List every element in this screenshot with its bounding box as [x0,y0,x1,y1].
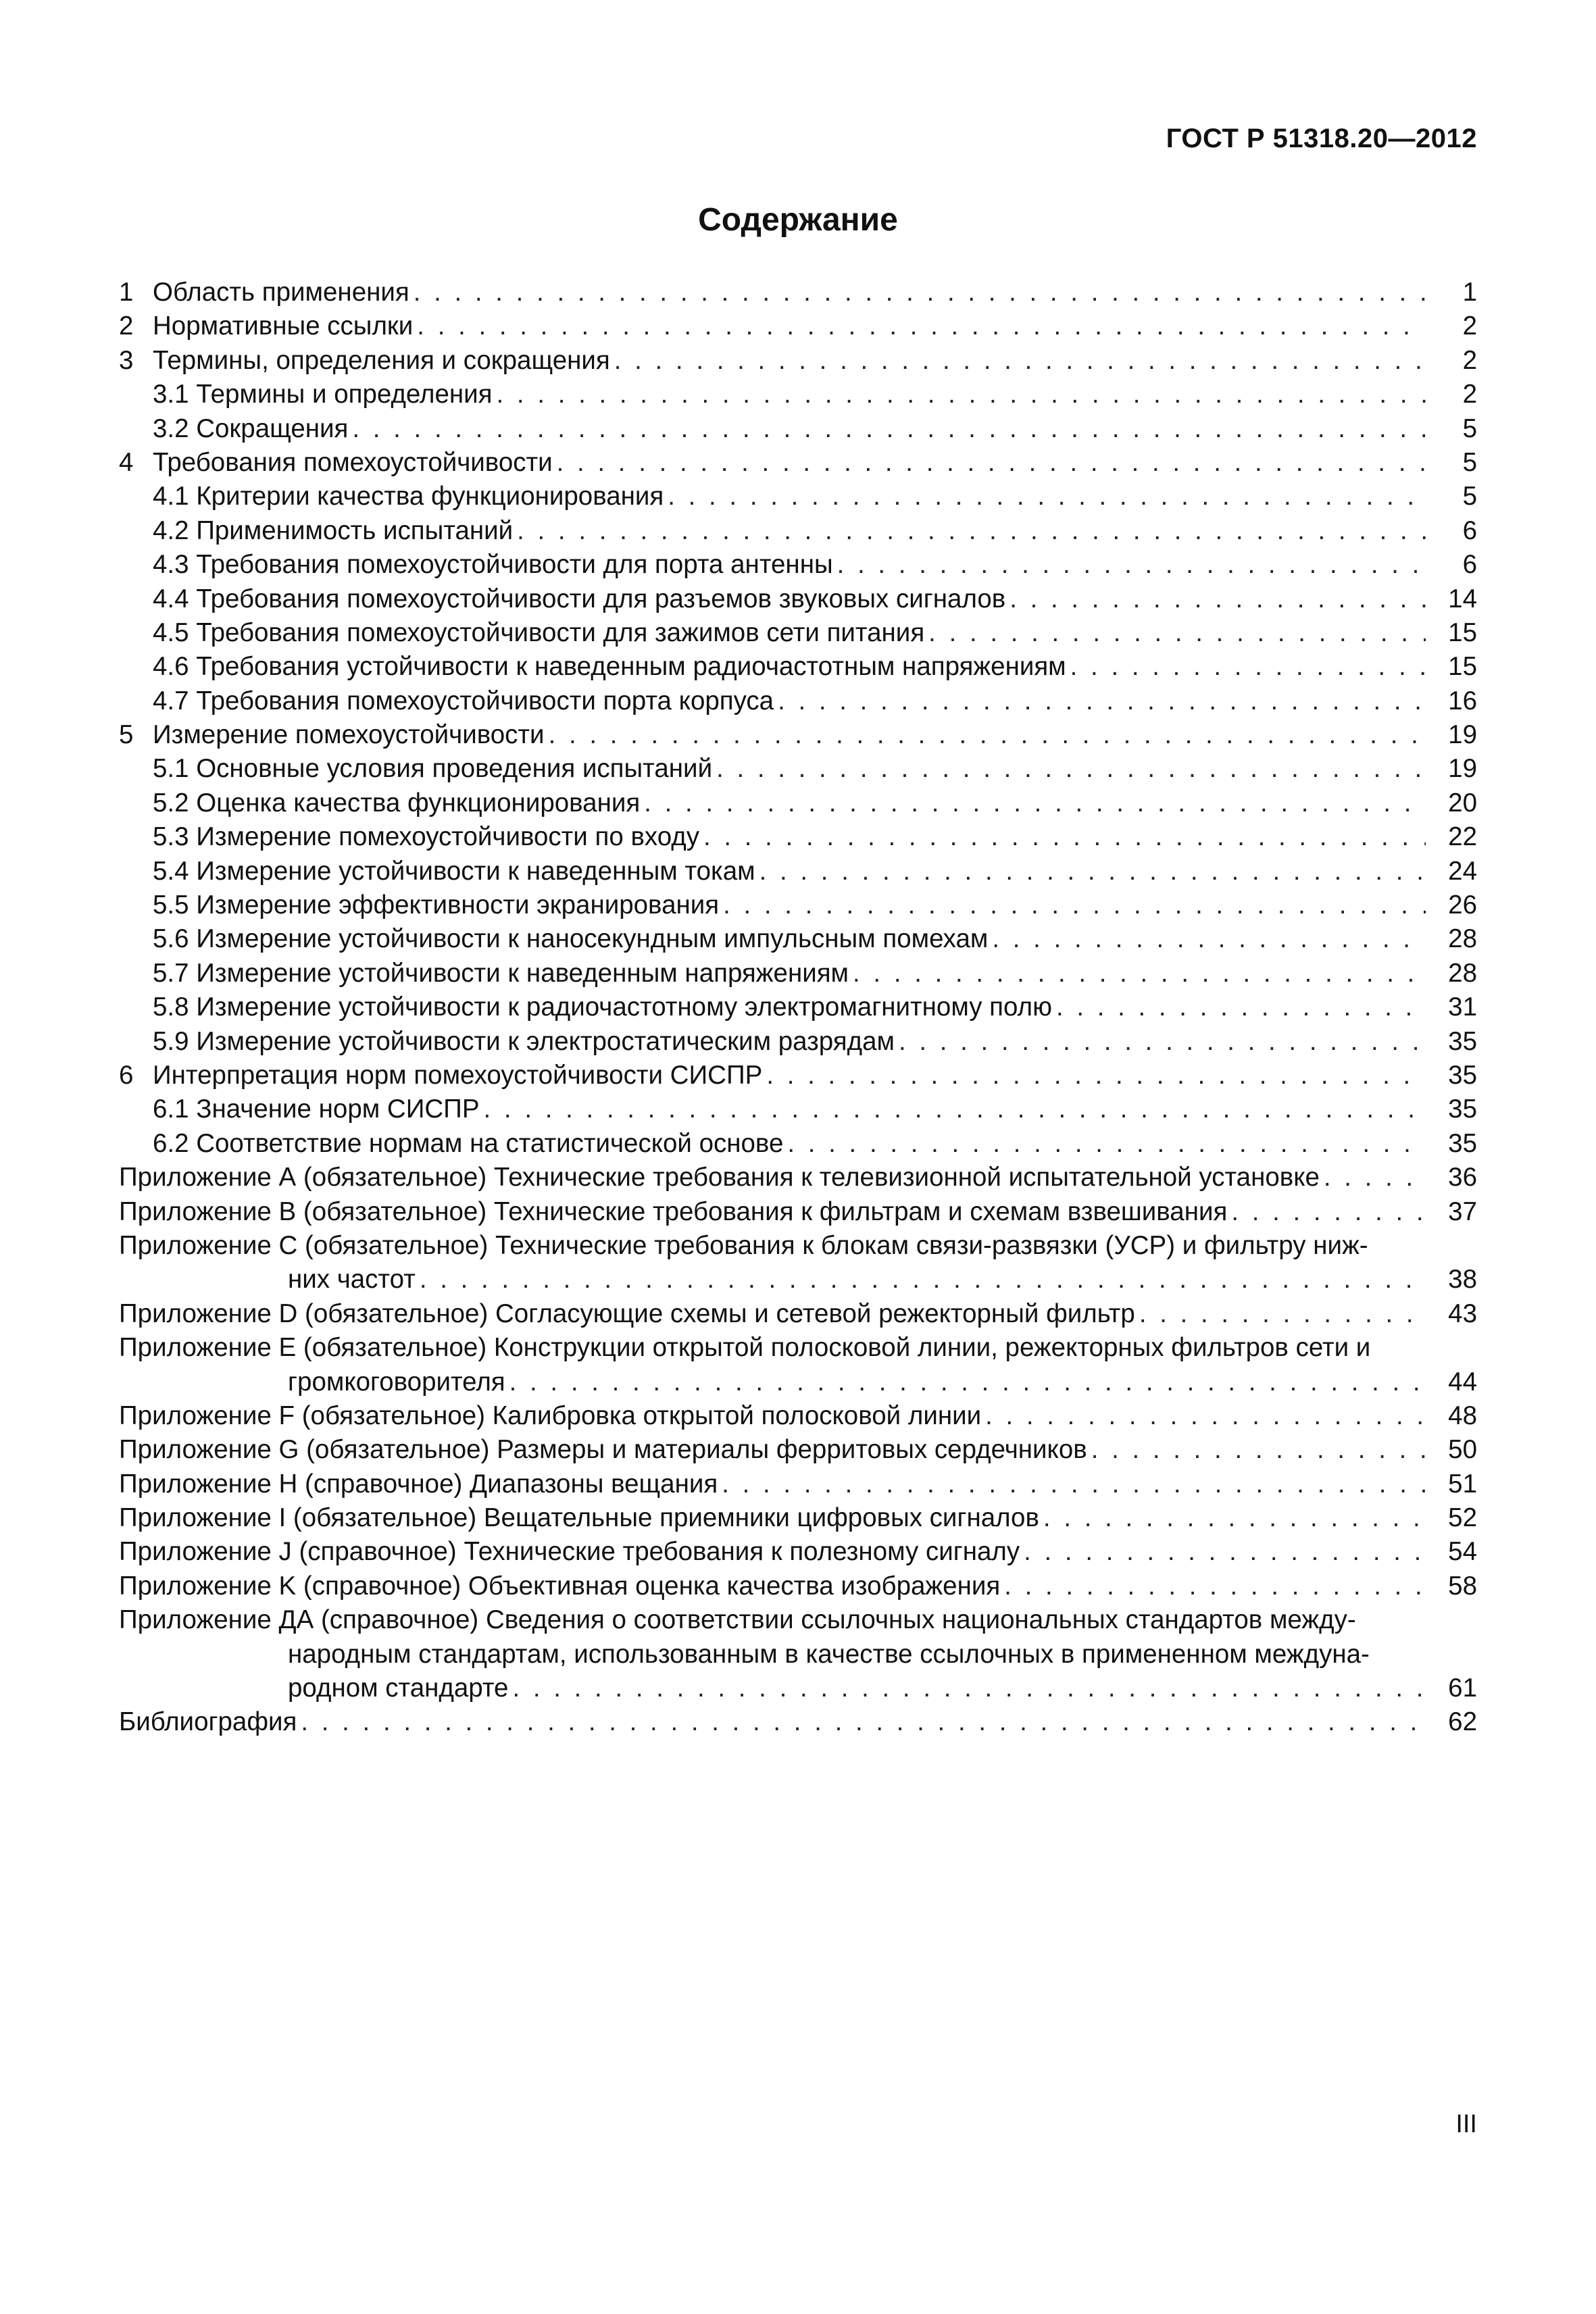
dot-leader [417,309,1426,343]
toc-appendix-text: народным стандартам, использованным в качестве ссылочных в примененном междуна- [288,1639,1370,1669]
toc-entry-page: 28 [1448,958,1477,988]
toc-entry[interactable] [119,582,1477,616]
dot-leader [1324,1161,1426,1194]
toc-appendix-text: Приложение Е (обязательное) Конструкции открытой полосковой линии, режекторных фильтров сети и [119,1333,1371,1363]
dot-leader [1231,1195,1426,1229]
toc-appendix-line [119,1365,1477,1399]
dot-leader [1056,990,1426,1024]
toc-appendix-line [119,1535,1477,1569]
dot-leader [509,1365,1426,1399]
toc-entry-page: 5 [1462,413,1477,443]
toc-appendix-text: Приложение Н (справочное) Диапазоны вещания [119,1469,718,1499]
dot-leader [837,548,1426,582]
toc-entry-title: 4.3 Требования помехоустойчивости для порта антенны [153,550,833,580]
dot-leader [517,514,1426,548]
toc-entry-title: 4.2 Применимость испытаний [153,515,514,545]
toc-appendix-line [119,1399,1477,1433]
toc-appendix-line [119,1161,1477,1194]
toc-entry-title: 3.1 Термины и определения [153,380,493,409]
toc-entry[interactable] [119,855,1477,888]
toc-appendix-line [119,1331,1477,1365]
toc-entry-number: 2 [119,311,134,341]
dot-leader [992,922,1426,956]
toc-entry-page: 43 [1448,1299,1477,1328]
toc-entry[interactable] [119,650,1477,684]
dot-leader [853,957,1426,990]
toc-entry-title: Интерпретация норм помехоустойчивости СИСПР [153,1060,763,1090]
toc-entry[interactable] [119,752,1477,786]
toc-entry-page: 24 [1448,856,1477,886]
toc-entry[interactable] [119,514,1477,548]
toc-entry-page: 6 [1462,550,1477,580]
dot-leader [1070,650,1426,684]
toc-entry-title: 5.2 Оценка качества функционирования [153,788,641,818]
toc-entry-title: 5.5 Измерение эффективности экранирования [153,890,720,920]
toc-appendix-entry[interactable] [119,1433,1477,1467]
toc-entry-title: Требования помехоустойчивости [153,447,553,477]
toc-entry[interactable] [119,344,1477,378]
toc-entry[interactable] [119,1059,1477,1092]
toc-entry-page: 2 [1462,380,1477,409]
dot-leader [1009,582,1426,616]
dot-leader [668,480,1426,513]
dot-leader [1091,1433,1426,1467]
toc-entry-page: 6 [1462,515,1477,545]
toc-entry-title: 3.2 Сокращения [153,413,349,443]
toc-appendix-text: Приложение С (обязательное) Технические требования к блокам связи-развязки (УСР) и фильтру ниж- [119,1230,1368,1260]
toc-appendix-line [119,1229,1477,1263]
dot-leader [614,344,1426,378]
toc-entry-page: 35 [1448,1060,1477,1090]
toc-entry-page: 19 [1448,720,1477,750]
toc-appendix-entry[interactable] [119,1535,1477,1569]
toc-appendix-line [119,1297,1477,1331]
toc-entry-page: 22 [1448,822,1477,852]
toc-entry-title: 5.3 Измерение помехоустойчивости по входу [153,822,699,852]
toc-entry-title: Термины, определения и сокращения [153,345,610,375]
toc-entry[interactable] [119,990,1477,1024]
toc-entry-page: 35 [1448,1128,1477,1158]
toc-appendix-text: Приложение G (обязательное) Размеры и материалы ферритовых сердечников [119,1435,1087,1465]
toc-appendix-line [119,1569,1477,1603]
toc-entry-page: 44 [1448,1367,1477,1397]
toc-entry-title: 4.6 Требования устойчивости к наведенным радиочастотным напряжениям [153,652,1066,682]
toc-entry-page: 14 [1448,584,1477,613]
toc-entry-page: 28 [1448,924,1477,954]
toc-entry-number: 4 [119,447,134,477]
page-number: III [1455,2110,1477,2138]
toc-entry-number: 5 [119,720,134,750]
toc-entry-number: 1 [119,278,134,307]
toc-appendix-line [119,1467,1477,1501]
toc-entry-page: 5 [1462,447,1477,477]
toc-entry[interactable] [119,957,1477,990]
toc-entry[interactable] [119,446,1477,480]
dot-leader [1024,1535,1426,1569]
toc-appendix-text: Приложение D (обязательное) Согласующие схемы и сетевой режекторный фильтр [119,1299,1135,1328]
dot-leader [1043,1501,1426,1535]
toc-entry[interactable] [119,718,1477,752]
toc-entry-page: 51 [1448,1469,1477,1499]
toc-entry[interactable] [119,888,1477,922]
toc-entry-title: 5.4 Измерение устойчивости к наведенным токам [153,856,755,886]
dot-leader [703,820,1426,854]
toc-entry-page: 54 [1448,1537,1477,1567]
toc-entry-page: 48 [1448,1401,1477,1430]
toc-entry-page: 36 [1448,1163,1477,1192]
dot-leader [899,1025,1426,1059]
toc-entry[interactable] [119,786,1477,820]
toc-appendix-entry[interactable] [119,1161,1477,1194]
toc-entry[interactable] [119,616,1477,650]
toc-bibliography[interactable] [119,1705,1477,1739]
toc-appendix-text: громкоговорителя [288,1367,505,1397]
toc-appendix-entry[interactable] [119,1501,1477,1535]
toc-entry-page: 35 [1448,1026,1477,1056]
toc-appendix-text: них частот [288,1265,416,1294]
dot-leader [484,1092,1426,1126]
toc-appendix-entry[interactable] [119,1569,1477,1603]
toc-entry-title: Измерение помехоустойчивости [153,720,545,750]
toc-entry-page: 15 [1448,652,1477,682]
toc-appendix-line [119,1603,1477,1637]
toc-entry-page: 31 [1448,992,1477,1022]
toc-entry-title: 6.2 Соответствие нормам на статистической основе [153,1128,784,1158]
toc-entry[interactable] [119,820,1477,854]
toc-appendix-entry[interactable] [119,1467,1477,1501]
toc-appendix-entry[interactable] [119,1229,1477,1297]
toc-appendix-line [119,1671,1477,1705]
toc-entry-number: 6 [119,1060,134,1090]
toc-entry-title: 5.6 Измерение устойчивости к наносекундным импульсным помехам [153,924,989,954]
dot-leader [497,378,1426,411]
toc-appendix-entry[interactable] [119,1331,1477,1399]
dot-leader [787,1127,1426,1161]
dot-leader [778,684,1426,718]
toc-entry-page: 26 [1448,890,1477,920]
toc-entry-number: 3 [119,345,134,375]
dot-leader [420,1263,1426,1297]
toc-appendix-text: Приложение F (обязательное) Калибровка открытой полосковой линии [119,1401,982,1430]
toc-appendix-entry[interactable] [119,1297,1477,1331]
toc-entry-title: 5.8 Измерение устойчивости к радиочастотному электромагнитному полю [153,992,1052,1022]
dot-leader [1139,1297,1426,1331]
toc-appendix-line [119,1195,1477,1229]
toc-entry-title: 4.4 Требования помехоустойчивости для разъемов звуковых сигналов [153,584,1006,613]
toc-appendix-entry[interactable] [119,1399,1477,1433]
toc-appendix-text: Приложение J (справочное) Технические требования к полезному сигналу [119,1537,1020,1567]
toc-entry[interactable] [119,309,1477,343]
toc-entry-title: 5.7 Измерение устойчивости к наведенным напряжениям [153,958,849,988]
dot-leader [716,752,1426,786]
dot-leader [352,412,1426,446]
toc-entry-page: 16 [1448,686,1477,715]
toc-entry-title: 5.1 Основные условия проведения испытаний [153,754,713,784]
dot-leader [985,1399,1426,1433]
toc-entry[interactable] [119,1025,1477,1059]
dot-leader [557,446,1426,480]
toc-entry-page: 35 [1448,1095,1477,1124]
toc-appendix-line [119,1433,1477,1467]
toc-entry[interactable] [119,480,1477,513]
toc-entry-page: 2 [1462,311,1477,341]
dot-leader [1004,1569,1426,1603]
toc-entry-page: 5 [1462,482,1477,511]
toc-appendix-entry[interactable] [119,1195,1477,1229]
toc-entry-title: Нормативные ссылки [153,311,414,341]
toc-entry[interactable] [119,684,1477,718]
toc-entry[interactable] [119,276,1477,309]
toc-appendix-text: Приложение K (справочное) Объективная оценка качества изображения [119,1571,1001,1601]
dot-leader [723,888,1426,922]
toc-title: Содержание [698,202,898,238]
dot-leader [414,276,1426,309]
toc-entry-page: 2 [1462,345,1477,375]
toc-entry-page: 58 [1448,1571,1477,1601]
toc-entry-page: 38 [1448,1265,1477,1294]
toc-appendix-line [119,1638,1477,1671]
toc-entry[interactable] [119,1092,1477,1126]
toc-entry-title: Библиография [119,1707,297,1737]
toc-entry-page: 52 [1448,1503,1477,1533]
toc-appendix-text: Приложение ДА (справочное) Сведения о соответствии ссылочных национальных стандартов между- [119,1605,1356,1635]
toc-entry-title: Область применения [153,278,409,307]
toc-entry-page: 61 [1448,1674,1477,1703]
toc-entry-page: 1 [1462,278,1477,307]
toc-appendix-text: Приложение А (обязательное) Технические требования к телевизионной испытательной установке [119,1163,1320,1192]
toc-entry-page: 62 [1448,1707,1477,1737]
toc-entry[interactable] [119,412,1477,446]
toc-entry-page: 15 [1448,618,1477,647]
toc-appendix-text: Приложение I (обязательное) Вещательные приемники цифровых сигналов [119,1503,1039,1533]
dot-leader [766,1059,1426,1092]
dot-leader [759,855,1426,888]
toc-entry[interactable] [119,922,1477,956]
dot-leader [512,1671,1426,1705]
table-of-contents [119,276,1477,1740]
toc-entry[interactable] [119,378,1477,411]
dot-leader [928,616,1426,650]
toc-entry-page: 37 [1448,1197,1477,1226]
dot-leader [549,718,1426,752]
toc-entry-title: 5.9 Измерение устойчивости к электростатическим разрядам [153,1026,895,1056]
dot-leader [722,1467,1426,1501]
document-header: ГОСТ Р 51318.20—2012 [1166,124,1477,153]
toc-entry-page: 50 [1448,1435,1477,1465]
toc-entry-page: 19 [1448,754,1477,784]
toc-appendix-text: родном стандарте [288,1674,509,1703]
toc-appendix-text: Приложение В (обязательное) Технические требования к фильтрам и схемам взвешивания [119,1197,1228,1226]
toc-entry[interactable] [119,548,1477,582]
toc-appendix-entry[interactable] [119,1603,1477,1705]
toc-entry-page: 20 [1448,788,1477,818]
toc-entry[interactable] [119,1127,1477,1161]
dot-leader [644,786,1426,820]
dot-leader [301,1705,1426,1739]
toc-entry-title: 6.1 Значение норм СИСПР [153,1095,480,1124]
toc-entry-title: 4.7 Требования помехоустойчивости порта корпуса [153,686,774,715]
toc-appendix-line [119,1501,1477,1535]
toc-entry-title: 4.1 Критерии качества функционирования [153,482,664,511]
toc-entry-title: 4.5 Требования помехоустойчивости для зажимов сети питания [153,618,925,647]
toc-appendix-line [119,1263,1477,1297]
